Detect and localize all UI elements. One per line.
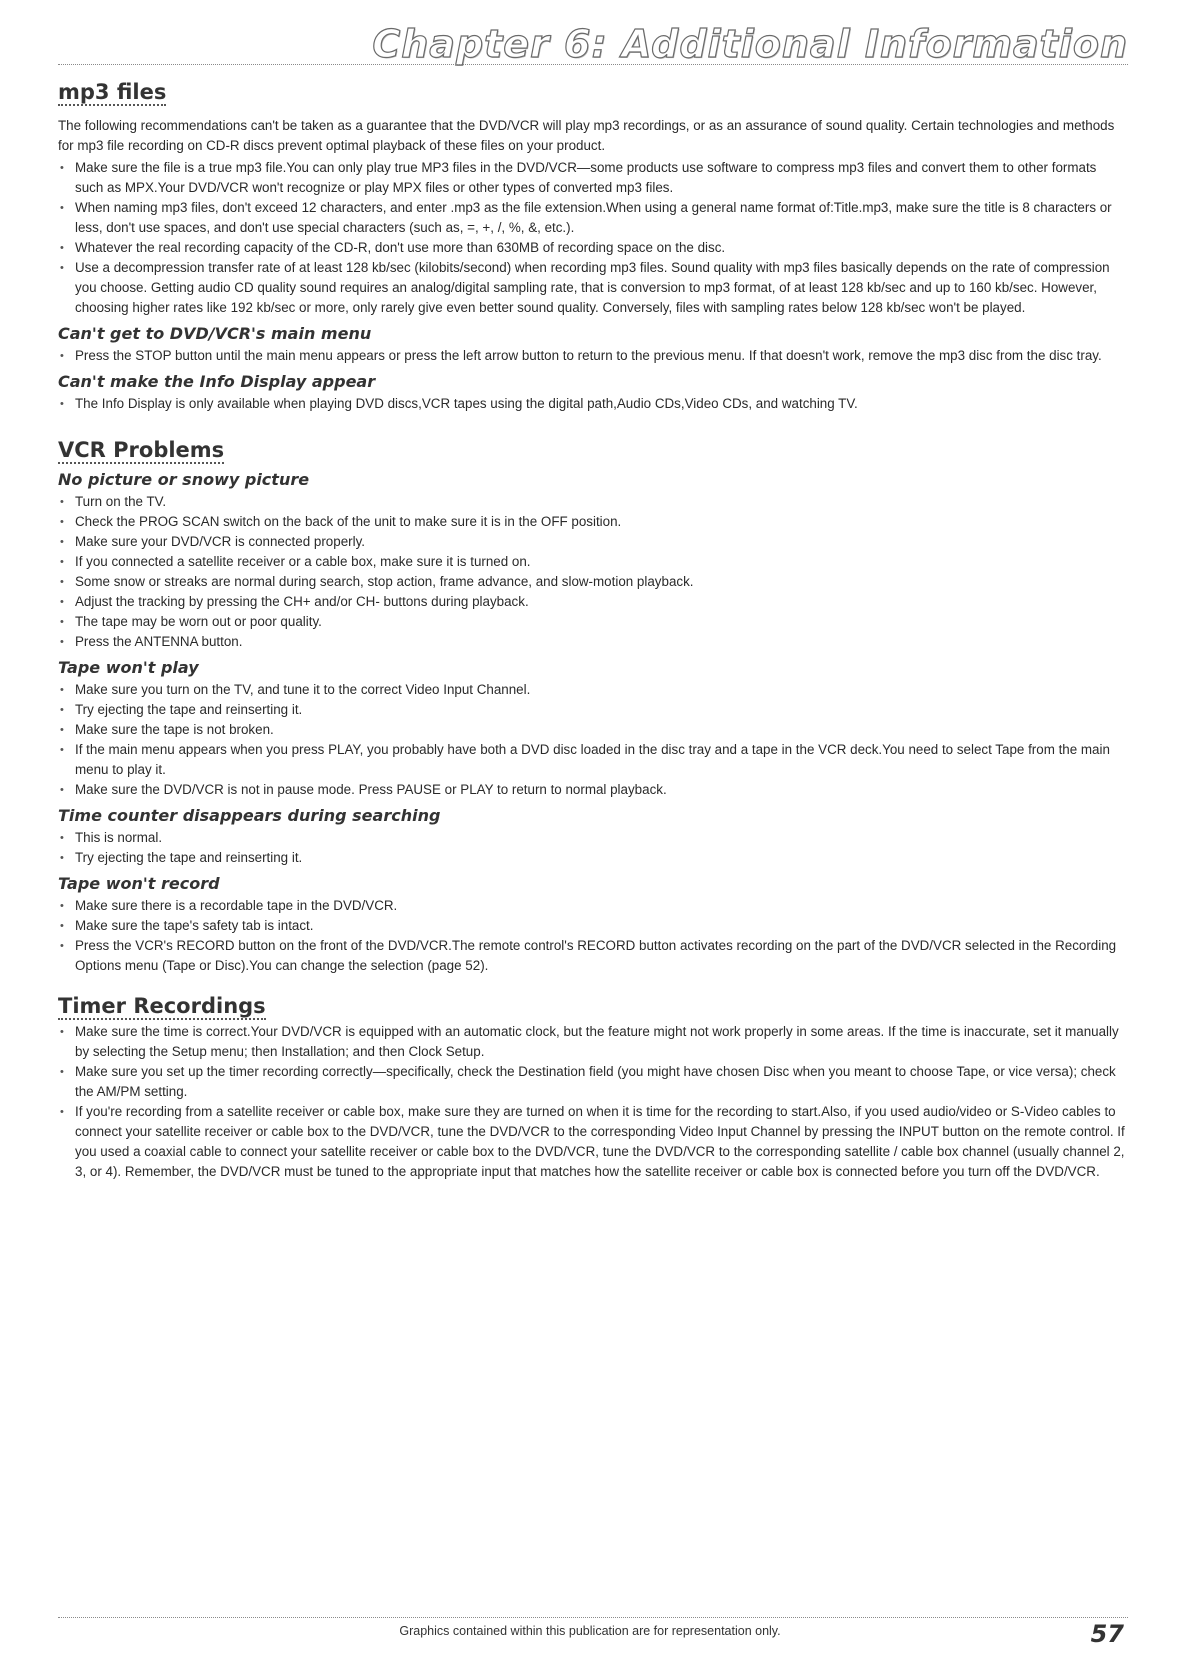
- section-heading-vcr: VCR Problems: [58, 438, 225, 462]
- list-item: • Make sure the tape's safety tab is intact.: [58, 916, 1128, 936]
- page-number: 57: [1090, 1620, 1124, 1648]
- subheading-tape-wont-play: Tape won't play: [58, 658, 199, 677]
- tape-wont-record-bullet-list: [58, 896, 1128, 976]
- list-item: • Check the PROG SCAN switch on the back of the unit to make sure it is in the OFF position.: [58, 512, 1128, 532]
- footer-divider: [58, 1617, 1128, 1618]
- list-item: • Make sure the file is a true mp3 file.You can only play true MP3 files in the DVD/VCR—some products use software to compress mp3 files and convert them to other formats such as MPX.Your DVD/VCR won't recognize or play MPX files or other types of converted mp3 files.: [58, 158, 1128, 198]
- list-item: • The Info Display is only available when playing DVD discs,VCR tapes using the digital path,Audio CDs,Video CDs, and watching TV.: [58, 394, 1128, 414]
- list-item: • When naming mp3 files, don't exceed 12 characters, and enter .mp3 as the file extension.When using a general name format of:Title.mp3, make sure the title is 8 characters or less, don't use spaces, and don't use special characters (such as, =, +, /, %, &, etc.).: [58, 198, 1128, 238]
- list-item: • Turn on the TV.: [58, 492, 1128, 512]
- list-item: • This is normal.: [58, 828, 1128, 848]
- list-item: • Press the VCR's RECORD button on the front of the DVD/VCR.The remote control's RECORD button activates recording on the part of the DVD/VCR selected in the Recording Options menu (Tape or Disc).You can change the selection (page 52).: [58, 936, 1128, 976]
- list-item: • Adjust the tracking by pressing the CH+ and/or CH- buttons during playback.: [58, 592, 1128, 612]
- list-item: • If you connected a satellite receiver or a cable box, make sure it is turned on.: [58, 552, 1128, 572]
- section-heading-mp3: mp3 files: [58, 80, 167, 104]
- section-timer-recordings: [58, 996, 1128, 1182]
- info-display-bullet-list: [58, 394, 1128, 414]
- subheading-main-menu: Can't get to DVD/VCR's main menu: [58, 324, 372, 343]
- list-item: • Make sure the DVD/VCR is not in pause mode. Press PAUSE or PLAY to return to normal playback.: [58, 780, 1128, 800]
- list-item: • Make sure the tape is not broken.: [58, 720, 1128, 740]
- page-content: [58, 82, 1128, 1196]
- section-mp3-files: [58, 82, 1128, 414]
- section-heading-timer: Timer Recordings: [58, 994, 266, 1018]
- section-vcr-problems: [58, 440, 1128, 976]
- list-item: • Press the ANTENNA button.: [58, 632, 1128, 652]
- mp3-bullet-list: [58, 158, 1128, 318]
- list-item: • The tape may be worn out or poor quality.: [58, 612, 1128, 632]
- subheading-tape-wont-record: Tape won't record: [58, 874, 220, 893]
- list-item: • Make sure you set up the timer recording correctly—specifically, check the Destination field (you might have chosen Disc when you meant to choose Tape, or vice versa); check the AM/PM setting.: [58, 1062, 1128, 1102]
- time-counter-bullet-list: [58, 828, 1128, 868]
- timer-bullet-list: [58, 1022, 1128, 1182]
- main-menu-bullet-list: [58, 346, 1128, 366]
- list-item: • Whatever the real recording capacity of the CD-R, don't use more than 630MB of recording space on the disc.: [58, 238, 1128, 258]
- list-item: • Make sure you turn on the TV, and tune it to the correct Video Input Channel.: [58, 680, 1128, 700]
- list-item: • Some snow or streaks are normal during search, stop action, frame advance, and slow-motion playback.: [58, 572, 1128, 592]
- subheading-info-display: Can't make the Info Display appear: [58, 372, 376, 391]
- list-item: • If the main menu appears when you press PLAY, you probably have both a DVD disc loaded in the disc tray and a tape in the VCR deck.You need to select Tape from the main menu to play it.: [58, 740, 1128, 780]
- mp3-intro: The following recommendations can't be taken as a guarantee that the DVD/VCR will play mp3 recordings, or as an assurance of sound quality. Certain technologies and methods for mp3 file recording on CD-R discs prevent optimal playback of these files on your product.: [58, 118, 1115, 153]
- list-item: • Press the STOP button until the main menu appears or press the left arrow button to return to the previous menu. If that doesn't work, remove the mp3 disc from the disc tray.: [58, 346, 1128, 366]
- tape-wont-play-bullet-list: [58, 680, 1128, 800]
- subheading-snowy-picture: No picture or snowy picture: [58, 470, 310, 489]
- list-item: • Use a decompression transfer rate of at least 128 kb/sec (kilobits/second) when recording mp3 files. Sound quality with mp3 files basically depends on the rate of compression you choose. Getting audio CD quality sound requires an analog/digital sampling rate, that is conversion to mp3 format, of at least 128 kb/sec and up to 160 kb/sec. However, choosing higher rates like 192 kb/sec or more, only rarely give even better sound quality. Conversely, files with sampling rates below 128 kb/sec won't be played.: [58, 258, 1128, 318]
- footer-note: Graphics contained within this publication are for representation only.: [399, 1624, 781, 1638]
- header-divider: [58, 64, 1128, 65]
- list-item: • Make sure the time is correct.Your DVD/VCR is equipped with an automatic clock, but the feature might not work properly in some areas. If the time is inaccurate, set it manually by selecting the Setup menu; then Installation; and then Clock Setup.: [58, 1022, 1128, 1062]
- list-item: • Make sure there is a recordable tape in the DVD/VCR.: [58, 896, 1128, 916]
- subheading-time-counter: Time counter disappears during searching: [58, 806, 441, 825]
- snowy-picture-bullet-list: [58, 492, 1128, 652]
- list-item: • Try ejecting the tape and reinserting it.: [58, 700, 1128, 720]
- list-item: • Make sure your DVD/VCR is connected properly.: [58, 532, 1128, 552]
- list-item: • If you're recording from a satellite receiver or cable box, make sure they are turned on when it is time for the recording to start.Also, if you used audio/video or S-Video cables to connect your satellite receiver or cable box to the DVD/VCR, tune the DVD/VCR to the corresponding Video Input Channel by pressing the INPUT button on the remote control. If you used a coaxial cable to connect your satellite receiver or cable box to the DVD/VCR, tune the DVD/VCR to the corresponding satellite / cable box channel (usually channel 2, 3, or 4). Remember, the DVD/VCR must be tuned to the appropriate input that matches how the satellite receiver or cable box is connected before you turn off the DVD/VCR.: [58, 1102, 1128, 1182]
- chapter-title: Chapter 6: Additional Information: [372, 22, 1128, 66]
- list-item: • Try ejecting the tape and reinserting it.: [58, 848, 1128, 868]
